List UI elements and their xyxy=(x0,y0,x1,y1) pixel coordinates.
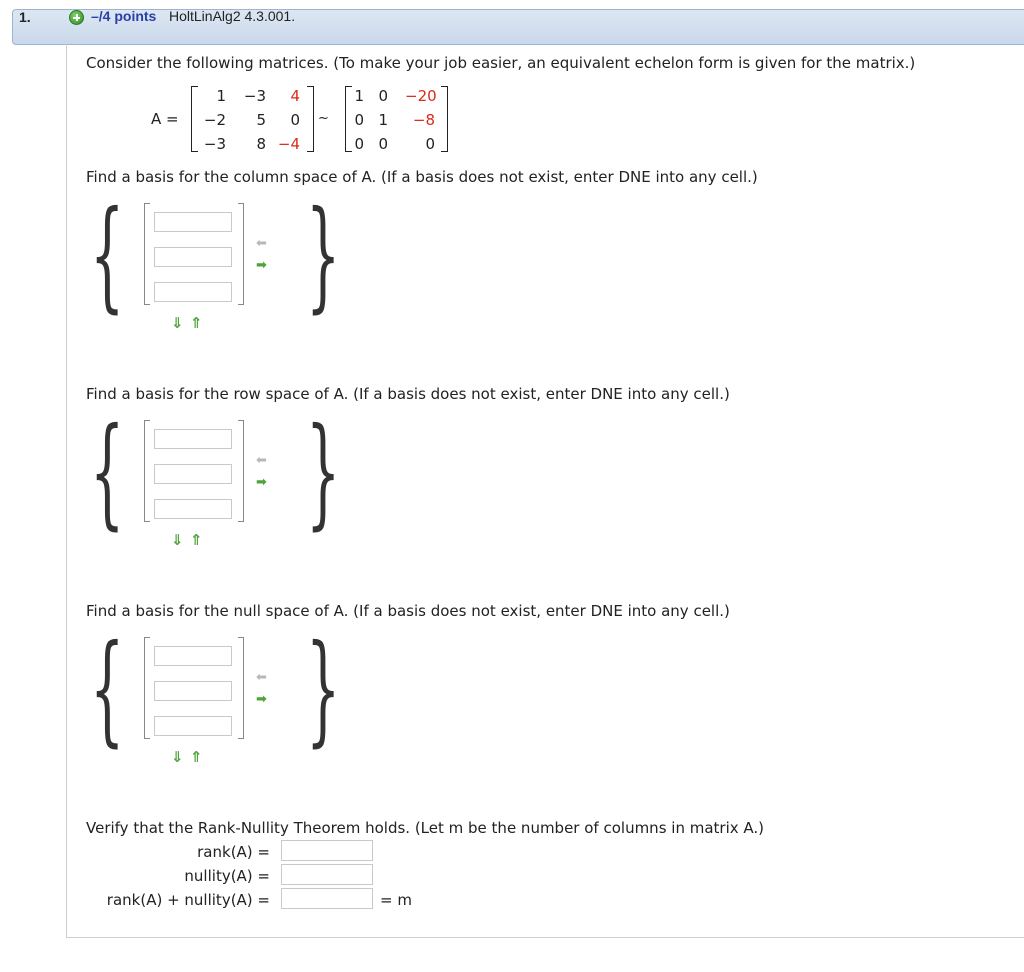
points-label: –/4 points xyxy=(91,8,157,24)
left-brace: { xyxy=(90,186,125,325)
echelon-cell: 0 xyxy=(378,87,388,105)
gray-left-arrow-icon[interactable]: ⬅ xyxy=(256,453,267,468)
row-space-cell-3[interactable] xyxy=(154,499,232,519)
content-border-bottom xyxy=(66,937,1024,938)
problem-intro: Consider the following matrices. (To make your job easier, an equivalent echelon form is given for the matrix.) xyxy=(86,54,916,72)
sum-input[interactable] xyxy=(281,888,373,909)
green-right-arrow-icon[interactable]: ➡ xyxy=(256,475,267,490)
question-header xyxy=(12,9,1024,45)
matrix-a-cell: 1 xyxy=(216,87,226,105)
matrix-a-cell: −3 xyxy=(203,135,226,153)
left-brace: { xyxy=(90,620,125,759)
green-up-arrow-icon[interactable]: ⇑ xyxy=(190,748,203,766)
matrix-a-cell: −3 xyxy=(243,87,266,105)
green-right-arrow-icon[interactable]: ➡ xyxy=(256,692,267,707)
null-space-cell-1[interactable] xyxy=(154,646,232,666)
question-row-space: Find a basis for the row space of A. (If a basis does not exist, enter DNE into any cell.) xyxy=(86,385,730,403)
echelon-cell: 0 xyxy=(378,135,388,153)
column-space-cell-3[interactable] xyxy=(154,282,232,302)
green-down-arrow-icon[interactable]: ⇓ xyxy=(171,531,184,549)
nullity-input[interactable] xyxy=(281,864,373,885)
null-space-cell-2[interactable] xyxy=(154,681,232,701)
matrix-a-cell: −2 xyxy=(203,111,226,129)
matrix-a-cell: 5 xyxy=(256,111,266,129)
question-number: 1. xyxy=(19,9,31,25)
green-up-arrow-icon[interactable]: ⇑ xyxy=(190,314,203,332)
right-brace: } xyxy=(306,403,341,542)
echelon-cell-highlighted: −20 xyxy=(405,87,437,105)
matrix-a-right-bracket xyxy=(307,86,314,152)
question-null-space: Find a basis for the null space of A. (If a basis does not exist, enter DNE into any cell.) xyxy=(86,602,730,620)
matrix-a-cell: 0 xyxy=(290,111,300,129)
echelon-cell: 0 xyxy=(354,135,364,153)
vector-right-bracket xyxy=(238,420,244,522)
rank-input[interactable] xyxy=(281,840,373,861)
green-up-arrow-icon[interactable]: ⇑ xyxy=(190,531,203,549)
matrix-a-cell-highlighted: 4 xyxy=(290,87,300,105)
matrix-a-label: A = xyxy=(151,110,179,128)
echelon-cell: 0 xyxy=(425,135,435,153)
verify-prompt: Verify that the Rank-Nullity Theorem holds. (Let m be the number of columns in matrix A.) xyxy=(86,819,764,837)
gray-left-arrow-icon[interactable]: ⬅ xyxy=(256,236,267,251)
problem-id: HoltLinAlg2 4.3.001. xyxy=(169,8,296,24)
null-space-cell-3[interactable] xyxy=(154,716,232,736)
matrix-a-cell-highlighted: −4 xyxy=(277,135,300,153)
gray-left-arrow-icon[interactable]: ⬅ xyxy=(256,670,267,685)
green-right-arrow-icon[interactable]: ➡ xyxy=(256,258,267,273)
content-border-left xyxy=(66,43,67,938)
matrix-a-cell: 8 xyxy=(256,135,266,153)
echelon-right-bracket xyxy=(441,86,448,152)
nullity-label: nullity(A) = xyxy=(184,867,270,885)
rank-label: rank(A) = xyxy=(197,843,270,861)
sum-label: rank(A) + nullity(A) = xyxy=(106,891,270,909)
vector-left-bracket xyxy=(144,203,150,305)
green-down-arrow-icon[interactable]: ⇓ xyxy=(171,748,184,766)
right-brace: } xyxy=(306,620,341,759)
expand-plus-icon[interactable] xyxy=(69,10,84,25)
row-space-cell-1[interactable] xyxy=(154,429,232,449)
echelon-cell-highlighted: −8 xyxy=(412,111,435,129)
echelon-cell: 0 xyxy=(354,111,364,129)
column-space-cell-1[interactable] xyxy=(154,212,232,232)
vector-left-bracket xyxy=(144,420,150,522)
echelon-cell: 1 xyxy=(354,87,364,105)
row-space-cell-2[interactable] xyxy=(154,464,232,484)
equals-m-label: = m xyxy=(380,891,412,909)
vector-right-bracket xyxy=(238,637,244,739)
column-space-cell-2[interactable] xyxy=(154,247,232,267)
equivalence-tilde: ~ xyxy=(318,111,329,126)
question-column-space: Find a basis for the column space of A. (If a basis does not exist, enter DNE into any cell.) xyxy=(86,168,758,186)
vector-right-bracket xyxy=(238,203,244,305)
left-brace: { xyxy=(90,403,125,542)
green-down-arrow-icon[interactable]: ⇓ xyxy=(171,314,184,332)
vector-left-bracket xyxy=(144,637,150,739)
echelon-cell: 1 xyxy=(378,111,388,129)
right-brace: } xyxy=(306,186,341,325)
